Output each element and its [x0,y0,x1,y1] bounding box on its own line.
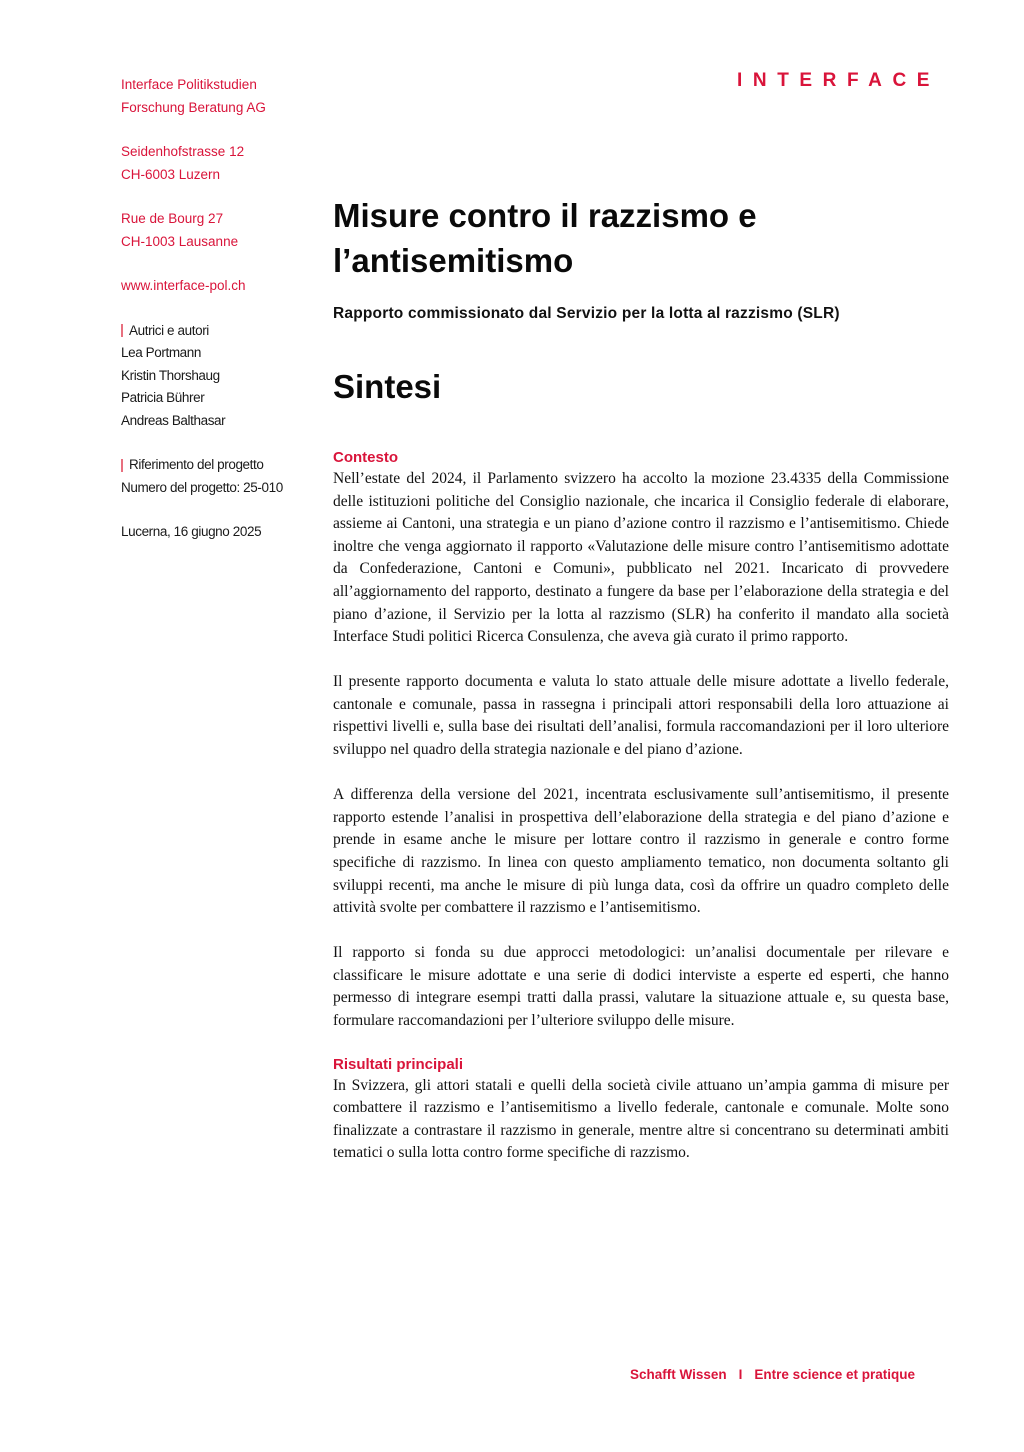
paragraph: Il presente rapporto documenta e valuta lo stato attuale delle misure adottate a livello federale, cantonale e comunale, passa in rassegna i principali attori responsabili della loro attuazione ai rispettivi livelli e, sulla base dei risultati dell’analisi, formula raccomandazioni per il loro ulteriore sviluppo nel quadro della strategia nazionale e del piano d’azione. [333,673,949,759]
project-number: Numero del progetto: 25-010 [121,479,283,495]
author-name: Andreas Balthasar [121,412,226,428]
project-label: Riferimento del progetto [129,457,264,472]
section-heading: Risultati principali [333,1055,464,1073]
paragraph: A differenza della versione del 2021, incentrata esclusivamente sull’antisemitismo, il presente rapporto estende l’analisi in prospettiva dell’elaborazione della strategia e del piano d’azione e prende in esame anche le misure per lottare contro il razzismo in generale e contro forme specifiche di razzismo. In linea con questo ampliamento tematico, non documenta soltanto gli sviluppi recenti, ma anche le misure di più lunga data, così da offrire un quadro completo delle attività svolte per combattere il razzismo e l’antisemitismo. [333,786,949,917]
report-title [333,193,949,283]
street: Rue de Bourg 27 [121,211,224,226]
main-content [333,193,949,1165]
author-name: Lea Portmann [121,345,202,360]
paragraph: Nell’estate del 2024, il Parlamento svizzero ha accolto la mozione 23.4335 della Commissione delle istituzioni politiche del Consiglio nazionale, che incarica il Consiglio federale di elaborare, assieme ai Cantoni, una strategia e un piano d’azione contro il razzismo e l’antisemitismo. Chiede inoltre che venga aggiornato il rapporto «Valutazione delle misure contro l’antisemitismo adottate da Confederazione, Cantoni e Comuni», pubblicato nel 2021. Incaricato di provvedere all’aggiornamento del rapporto, destinato a fungere da base per l’elaborazione della strategia e del piano d’azione, il Servizio per la lotta al razzismo (SLR) ha conferito il mandato alla società Interface Studi politici Ricerca Consulenza, che aveva già curato il primo rapporto. [333,470,949,646]
section-risultati [333,1055,949,1165]
company-line: Interface Politikstudien [121,77,257,92]
section-contesto [333,448,949,1033]
city: CH-1003 Lausanne [121,233,239,249]
authors-label-row [121,320,321,343]
street: Seidenhofstrasse 12 [121,144,245,159]
company-line: Forschung Beratung AG [121,99,266,115]
author-name: Patricia Bührer [121,390,205,405]
report-subtitle: Rapporto commissionato dal Servizio per la lotta al razzismo (SLR) [333,305,840,322]
project-block [121,454,321,499]
section-heading: Contesto [333,449,398,466]
address-lausanne [121,208,321,253]
paragraph: Il rapporto si fonda su due approcci metodologici: un’analisi documentale per rilevare e classificare le misure adottate e una serie di dodici interviste a esperte ed esperti, che hanno permesso di integrare esempi tratti dalla prassi, valutare la situazione attuale e, su questa base, formulare raccomandazioni per l’ulteriore sviluppo delle misure. [333,944,949,1029]
footer-tagline-fr: Entre science et pratique [754,1367,915,1382]
footer-tagline-de: Schafft Wissen [630,1367,727,1382]
footer-tagline [630,1367,915,1382]
city: CH-6003 Luzern [121,166,221,182]
footer-separator: I [738,1367,743,1382]
authors-label: Autrici e autori [129,322,209,338]
website-block [121,275,321,298]
address-luzern [121,141,321,186]
title-line: l’antisemitismo [333,242,574,279]
summary-heading: Sintesi [333,368,442,405]
label-bar [121,459,123,472]
place-date: Lucerna, 16 giugno 2025 [121,524,262,539]
title-line: Misure contro il razzismo e [333,197,757,234]
website-link[interactable]: www.interface-pol.ch [121,278,246,293]
paragraph: In Svizzera, gli attori statali e quelli della società civile attuano un’ampia gamma di misure per combattere il razzismo e l’antisemitismo a livello federale, cantonale e comunale. Molte sono finalizzate a contrastare il razzismo in generale, mentre altre si concentrano su determinati ambiti tematici o sulla lotta contro forme specifiche di razzismo. [333,1076,949,1162]
author-name: Kristin Thorshaug [121,367,220,383]
sidebar [121,74,321,566]
authors-block [121,320,321,433]
company-name [121,74,321,119]
place-date-block [121,521,321,544]
project-label-row [121,454,321,477]
label-bar [121,324,123,337]
interface-logo: INTERFACE [737,70,941,91]
